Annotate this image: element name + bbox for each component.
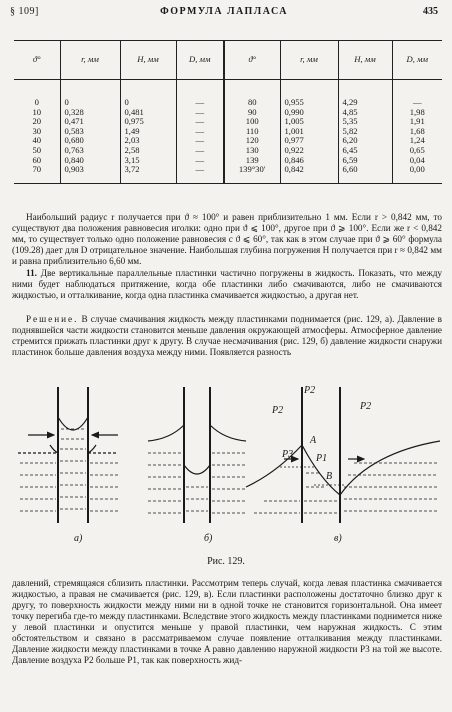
- figure-129-drawing: [14, 383, 444, 553]
- paragraph-repulsion: давлений, стремящаяся сблизить пластинки. Рассмотрим теперь случай, когда левая пластинка смачивается жидкостью, а правая не смачивается (рис. 129, в). Если пластинки расположены достаточно близко друг к другу, то поверхность жидкости между ними ни в одной точке не становится горизонтальной. Она имеет точку перегиба где-то между пластинками. Вследствие этого жидкость между пластинками поднимется ниже у левой пластинки и опустится меньше у правой пластинки, чем наружная жидкость. С этим обстоятельством и связано в рассматриваемом случае появление отталкивания между пластинками. Давление жидкости между пластинками в точке A равно давлению наружной жидкости P3 на той же высоте. Давление воздуха P2 больше P1, так как поверхность жид-: [12, 578, 442, 665]
- label-p2-mid: P2: [304, 385, 316, 396]
- table-body-row: [14, 80, 442, 184]
- page-header: [10, 6, 438, 20]
- solution-lead: Решение.: [26, 314, 79, 324]
- col-r-right: r, мм: [280, 41, 338, 80]
- figure-caption: Рис. 129.: [207, 556, 245, 567]
- section-number: § 109]: [10, 6, 39, 17]
- label-a-point: A: [310, 435, 317, 446]
- problem-11-text: Две вертикальные параллельные пластинки частично погружены в жидкость. Показать, что между ними будет наблюдаться притяжение, когда обе пластинки либо смачиваются, либо не смачиваются жидкостью, и отталкивание, когда одна пластинка смачивается жидкостью, а другая нет.: [12, 268, 442, 300]
- table-header-row: [14, 41, 442, 80]
- running-title: ФОРМУЛА ЛАПЛАСА: [160, 6, 288, 17]
- d-values-left: — — — — — — — —: [195, 97, 205, 175]
- label-p3: P3: [282, 449, 294, 460]
- col-theta-left: ϑ°: [14, 41, 60, 80]
- theta-values-right: 80 90 100 110 120 130 139 139°30′: [238, 97, 266, 175]
- label-v: в): [334, 533, 342, 544]
- page-number: 435: [423, 6, 438, 17]
- d-values-right: — 1,98 1,91 1,68 1,24 0,65 0,04 0,00: [409, 97, 425, 175]
- figure-129: [14, 383, 444, 553]
- label-b-point: B: [326, 471, 333, 482]
- col-h-right: H, мм: [338, 41, 392, 80]
- r-values-right: 0,955 0,990 1,005 1,001 0,977 0,922 0,846 0,842: [284, 97, 304, 175]
- problem-number: 11.: [26, 268, 37, 278]
- paragraph-max-radius: Наибольший радиус r получается при ϑ ≈ 100° и равен приблизительно 1 мм. Если r > 0,842 мм, то существуют два положения равновесия иголки: одно при ϑ ⩽ 100°, другое при ϑ ⩾ 100°. Если же r < 0,842 мм, то существует только одно положение равновесия с ϑ ⩽ 60°, так как в этом случае при ϑ ⩾ 60° формула (109.28) дает для D отрицательное значение. Наибольшая глубина погружения H получается при r ≈ 0,842 мм и равна приблизительно 6,60 мм.: [12, 212, 442, 266]
- r-values-left: 0 0,328 0,471 0,583 0,680 0,763 0,840 0,903: [64, 97, 84, 175]
- col-h-left: H, мм: [120, 41, 176, 80]
- panel-a-wetting: [18, 387, 118, 523]
- col-r-left: r, мм: [60, 41, 120, 80]
- problem-11: [12, 268, 442, 301]
- h-values-left: 0 0,481 0,975 1,49 2,03 2,58 3,15 3,72: [124, 97, 144, 175]
- label-p2-right: P2: [360, 401, 372, 412]
- label-p2-left: P2: [272, 405, 284, 416]
- label-p1: P1: [316, 453, 328, 464]
- col-d-left: D, мм: [176, 41, 224, 80]
- col-theta-right: ϑ°: [224, 41, 280, 80]
- h-values-right: 4,29 4,85 5,35 5,82 6,20 6,45 6,59 6,60: [342, 97, 358, 175]
- panel-b-nonwetting: [148, 387, 246, 523]
- col-d-right: D, мм: [392, 41, 442, 80]
- solution-text: В случае смачивания жидкость между пластинками поднимается (рис. 129, а). Давление в поднявшейся части жидкости становится меньше давления окружающей атмосферы. Атмосферное давление стремится прижать пластинки друг к другу. В случае несмачивания (рис. 129, б) давление жидкости снаружи пластинок больше давления воздуха между ними. Появляется разность: [12, 314, 442, 357]
- theta-values-left: 0 10 20 30 40 50 60 70: [32, 97, 42, 175]
- solution-paragraph: [12, 314, 442, 358]
- label-a: а): [74, 533, 83, 544]
- label-b: б): [204, 533, 213, 544]
- equilibrium-table: [14, 40, 442, 184]
